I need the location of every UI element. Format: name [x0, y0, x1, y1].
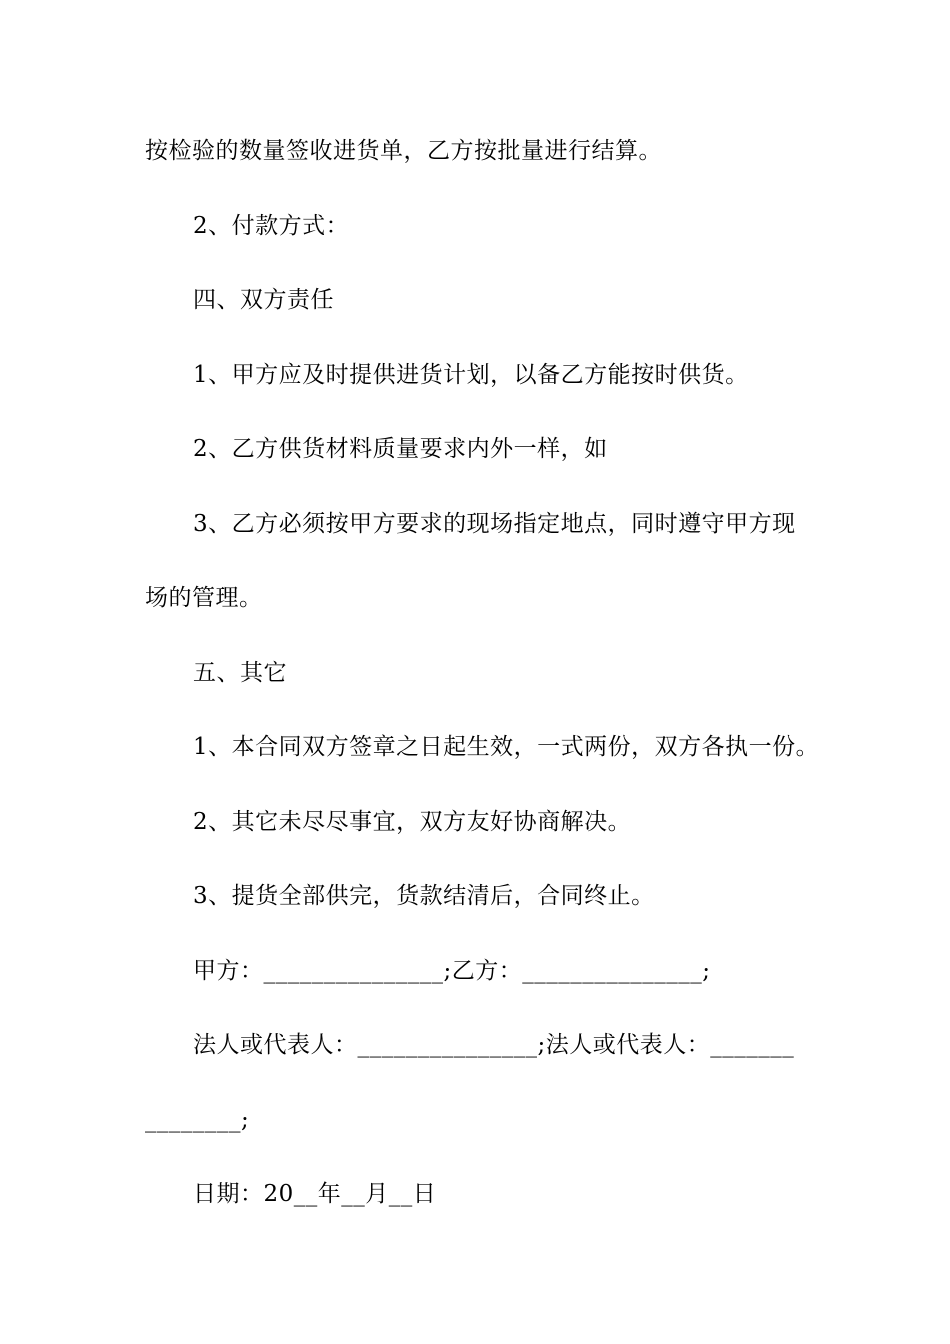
- section-heading-responsibilities: 四、双方责任: [193, 287, 334, 313]
- signature-legal-representatives-continuation: ________;: [145, 1107, 250, 1133]
- clause-other-1: 1、本合同双方签章之日起生效，一式两份，双方各执一份。: [193, 734, 820, 760]
- signature-parties: 甲方：_______________;乙方：_______________;: [193, 958, 711, 984]
- clause-responsibility-3-continuation: 场的管理。: [145, 585, 263, 611]
- clause-responsibility-2: 2、乙方供货材料质量要求内外一样，如: [193, 436, 608, 462]
- clause-responsibility-3: 3、乙方必须按甲方要求的现场指定地点，同时遵守甲方现: [193, 511, 796, 537]
- section-heading-other: 五、其它: [193, 660, 287, 686]
- clause-payment-method: 2、付款方式：: [193, 213, 350, 239]
- signature-legal-representatives: 法人或代表人：_______________;法人或代表人：_______: [193, 1032, 795, 1058]
- clause-other-2: 2、其它未尽尽事宜，双方友好协商解决。: [193, 809, 632, 835]
- signature-date: 日期：20__年__月__日: [193, 1181, 437, 1207]
- clause-other-3: 3、提货全部供完，货款结清后，合同终止。: [193, 883, 655, 909]
- paragraph-settlement-continuation: 按检验的数量签收进货单，乙方按批量进行结算。: [145, 138, 662, 164]
- clause-responsibility-1: 1、甲方应及时提供进货计划，以备乙方能按时供货。: [193, 362, 749, 388]
